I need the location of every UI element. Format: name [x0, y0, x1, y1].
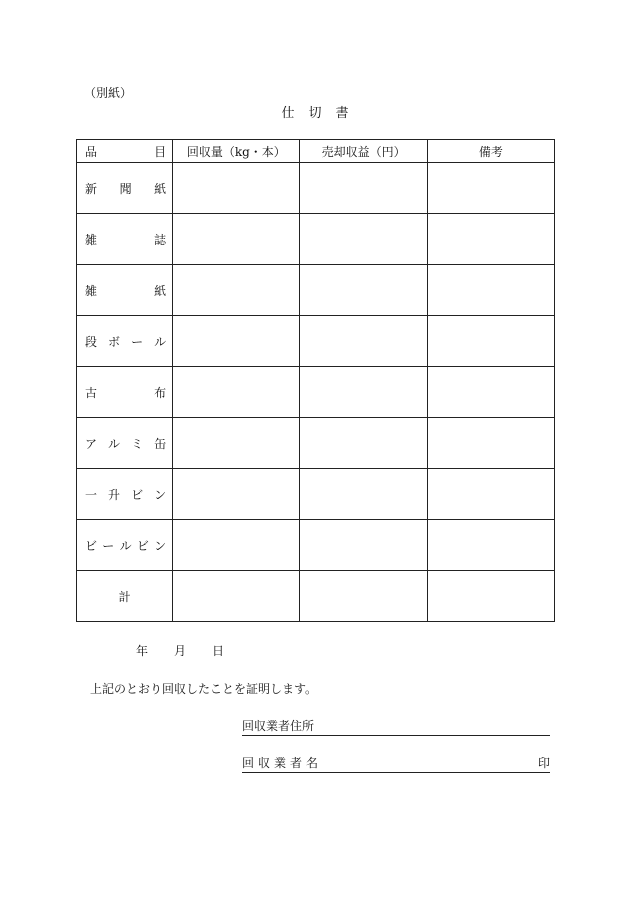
- collector-address-label: 回収業者住所: [242, 719, 315, 733]
- certification-statement: 上記のとおり回収したことを証明します。: [90, 682, 318, 696]
- date-day: 日: [212, 644, 225, 658]
- attachment-note: （別紙）: [84, 86, 133, 100]
- table-row: [77, 367, 555, 418]
- item-cell: [77, 418, 173, 469]
- item-cell: [77, 163, 173, 214]
- item-char: 古: [85, 385, 98, 400]
- collector-name-line[interactable]: [242, 754, 550, 773]
- remarks-cell[interactable]: [427, 163, 554, 214]
- item-char: 一: [85, 487, 98, 502]
- table-row: [77, 214, 555, 265]
- item-char: ー: [131, 334, 144, 349]
- total-quantity-cell[interactable]: [173, 571, 300, 622]
- total-label: 計: [77, 571, 173, 622]
- item-char: ン: [154, 538, 167, 553]
- item-cell: [77, 214, 173, 265]
- item-char: 誌: [154, 232, 167, 247]
- date-year: 年: [136, 644, 149, 658]
- table-header-row: [77, 140, 555, 163]
- remarks-cell[interactable]: [427, 469, 554, 520]
- header-item-char: 目: [154, 144, 167, 159]
- item-char: ン: [154, 487, 167, 502]
- collector-address-line[interactable]: [242, 717, 550, 736]
- table-row: [77, 163, 555, 214]
- remarks-cell[interactable]: [427, 214, 554, 265]
- date-month: 月: [174, 644, 187, 658]
- item-char: ル: [108, 436, 121, 451]
- item-char: 升: [108, 487, 121, 502]
- sales-cell[interactable]: [300, 163, 427, 214]
- quantity-cell[interactable]: [173, 520, 300, 571]
- remarks-cell[interactable]: [427, 418, 554, 469]
- item-char: 紙: [154, 181, 167, 196]
- item-char: 聞: [119, 181, 132, 196]
- quantity-cell[interactable]: [173, 163, 300, 214]
- header-remarks: 備考: [427, 140, 554, 163]
- item-cell: [77, 265, 173, 316]
- total-remarks-cell[interactable]: [427, 571, 554, 622]
- quantity-cell[interactable]: [173, 418, 300, 469]
- quantity-cell[interactable]: [173, 469, 300, 520]
- item-char: ル: [154, 334, 167, 349]
- sales-cell[interactable]: [300, 265, 427, 316]
- header-sales: 売却収益（円）: [300, 140, 427, 163]
- item-cell: [77, 316, 173, 367]
- header-item-char: 品: [85, 144, 98, 159]
- item-char: ル: [119, 538, 132, 553]
- item-char: 雑: [85, 232, 98, 247]
- item-char: 段: [85, 334, 98, 349]
- table-row: [77, 520, 555, 571]
- sales-cell[interactable]: [300, 418, 427, 469]
- item-cell: [77, 367, 173, 418]
- sales-cell[interactable]: [300, 469, 427, 520]
- item-cell: [77, 520, 173, 571]
- total-sales-cell[interactable]: [300, 571, 427, 622]
- item-char: ボ: [108, 334, 121, 349]
- table-row: [77, 265, 555, 316]
- item-char: 紙: [154, 283, 167, 298]
- sales-cell[interactable]: [300, 316, 427, 367]
- quantity-cell[interactable]: [173, 367, 300, 418]
- remarks-cell[interactable]: [427, 316, 554, 367]
- sales-cell[interactable]: [300, 214, 427, 265]
- item-char: ミ: [131, 436, 144, 451]
- item-cell: [77, 469, 173, 520]
- item-char: ビ: [136, 538, 149, 553]
- collector-name-label: 回収業者名: [242, 756, 323, 770]
- quantity-cell[interactable]: [173, 316, 300, 367]
- document-title: 仕切書: [281, 106, 363, 121]
- date-line: [136, 642, 224, 659]
- settlement-table: [76, 139, 555, 622]
- table-row: [77, 316, 555, 367]
- item-char: 布: [154, 385, 167, 400]
- remarks-cell[interactable]: [427, 265, 554, 316]
- quantity-cell[interactable]: [173, 265, 300, 316]
- item-char: 雑: [85, 283, 98, 298]
- item-char: ビ: [131, 487, 144, 502]
- header-item: [77, 140, 173, 163]
- seal-mark: 印: [537, 756, 550, 770]
- item-char: ビ: [85, 538, 98, 553]
- quantity-cell[interactable]: [173, 214, 300, 265]
- item-char: 新: [85, 181, 98, 196]
- table-row: [77, 469, 555, 520]
- sales-cell[interactable]: [300, 520, 427, 571]
- total-row: [77, 571, 555, 622]
- header-quantity: 回収量（kg・本）: [173, 140, 300, 163]
- table-row: [77, 418, 555, 469]
- item-char: ー: [102, 538, 115, 553]
- remarks-cell[interactable]: [427, 367, 554, 418]
- item-char: ア: [85, 436, 98, 451]
- item-char: 缶: [154, 436, 167, 451]
- sales-cell[interactable]: [300, 367, 427, 418]
- remarks-cell[interactable]: [427, 520, 554, 571]
